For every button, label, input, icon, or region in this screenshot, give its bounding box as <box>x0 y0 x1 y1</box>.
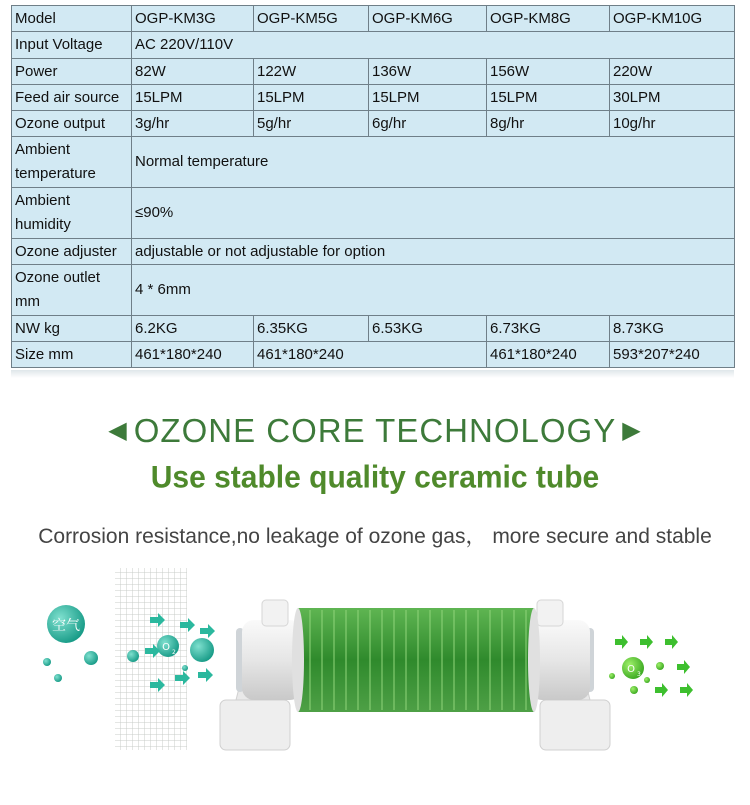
cell-value: 8.73KG <box>610 316 735 342</box>
cell-value: ≤90% <box>132 188 735 239</box>
cell-value: 593*207*240 <box>610 342 735 368</box>
cell-model-label: Model <box>12 6 132 32</box>
cell-value: 82W <box>132 59 254 85</box>
section-description: Corrosion resistance,no leakage of ozone gas， more secure and stable <box>38 525 712 548</box>
cell-value: 6.53KG <box>369 316 487 342</box>
cell-value: Normal temperature <box>132 137 735 188</box>
section-subheading: Use stable quality ceramic tube <box>150 460 600 495</box>
table-row-ozone-outlet <box>12 265 735 316</box>
filter-mesh <box>115 568 187 750</box>
cell-value: 15LPM <box>487 85 610 111</box>
table-row-ozone-adjuster <box>12 239 735 265</box>
cell-label: Size mm <box>12 342 132 368</box>
cell-model: OGP-KM8G <box>487 6 610 32</box>
table-row-power <box>12 59 735 85</box>
cell-label: Input Voltage <box>12 32 132 59</box>
cell-value: adjustable or not adjustable for option <box>132 239 735 265</box>
cell-value: 461*180*240 <box>132 342 254 368</box>
table-row-input-voltage <box>12 32 735 59</box>
cell-value: 30LPM <box>610 85 735 111</box>
table-row-nw <box>12 316 735 342</box>
cell-label: NW kg <box>12 316 132 342</box>
spec-table <box>11 5 735 368</box>
table-shadow <box>11 370 734 378</box>
cell-value: 122W <box>254 59 369 85</box>
cell-label: Ozone outlet mm <box>12 265 132 316</box>
cell-value: 10g/hr <box>610 111 735 137</box>
o3-subscript: 3 <box>637 671 641 678</box>
table-row-feed-air <box>12 85 735 111</box>
air-label: 空气 <box>52 618 80 634</box>
cell-label: Ozone adjuster <box>12 239 132 265</box>
cell-value: 15LPM <box>254 85 369 111</box>
ozone-tube-illustration <box>0 560 750 805</box>
ozone-tube <box>220 600 610 750</box>
left-arrow-icon: ◀ <box>108 417 128 444</box>
cell-value: 461*180*240 <box>487 342 610 368</box>
section-heading <box>0 412 750 450</box>
cell-model: OGP-KM10G <box>610 6 735 32</box>
cell-value: 8g/hr <box>487 111 610 137</box>
cell-label: Ambient temperature <box>12 137 132 188</box>
heading-text: OZONE CORE TECHNOLOGY <box>133 412 617 449</box>
o2-label: O <box>162 642 170 653</box>
cell-label: Ambient humidity <box>12 188 132 239</box>
cell-value: 5g/hr <box>254 111 369 137</box>
o3-label: O <box>627 664 635 675</box>
cell-value: 4 * 6mm <box>132 265 735 316</box>
cell-value: 220W <box>610 59 735 85</box>
cell-value: 6.2KG <box>132 316 254 342</box>
cell-value: 3g/hr <box>132 111 254 137</box>
cell-value: 6g/hr <box>369 111 487 137</box>
cell-model: OGP-KM5G <box>254 6 369 32</box>
cell-label: Ozone output <box>12 111 132 137</box>
cell-label: Feed air source <box>12 85 132 111</box>
cell-model: OGP-KM6G <box>369 6 487 32</box>
cell-value: AC 220V/110V <box>132 32 735 59</box>
cell-value: 461*180*240 <box>254 342 487 368</box>
cell-value: 6.35KG <box>254 316 369 342</box>
table-row-header <box>12 6 735 32</box>
cell-value: 6.73KG <box>487 316 610 342</box>
cell-label: Power <box>12 59 132 85</box>
table-row-ozone-output <box>12 111 735 137</box>
table-row-size <box>12 342 735 368</box>
cell-value: 15LPM <box>369 85 487 111</box>
cell-value: 156W <box>487 59 610 85</box>
cell-model: OGP-KM3G <box>132 6 254 32</box>
o2-subscript: 2 <box>172 649 176 656</box>
cell-value: 15LPM <box>132 85 254 111</box>
table-row-ambient-temp <box>12 137 735 188</box>
table-row-ambient-humidity <box>12 188 735 239</box>
cell-value: 136W <box>369 59 487 85</box>
right-arrow-icon: ▶ <box>622 417 642 444</box>
